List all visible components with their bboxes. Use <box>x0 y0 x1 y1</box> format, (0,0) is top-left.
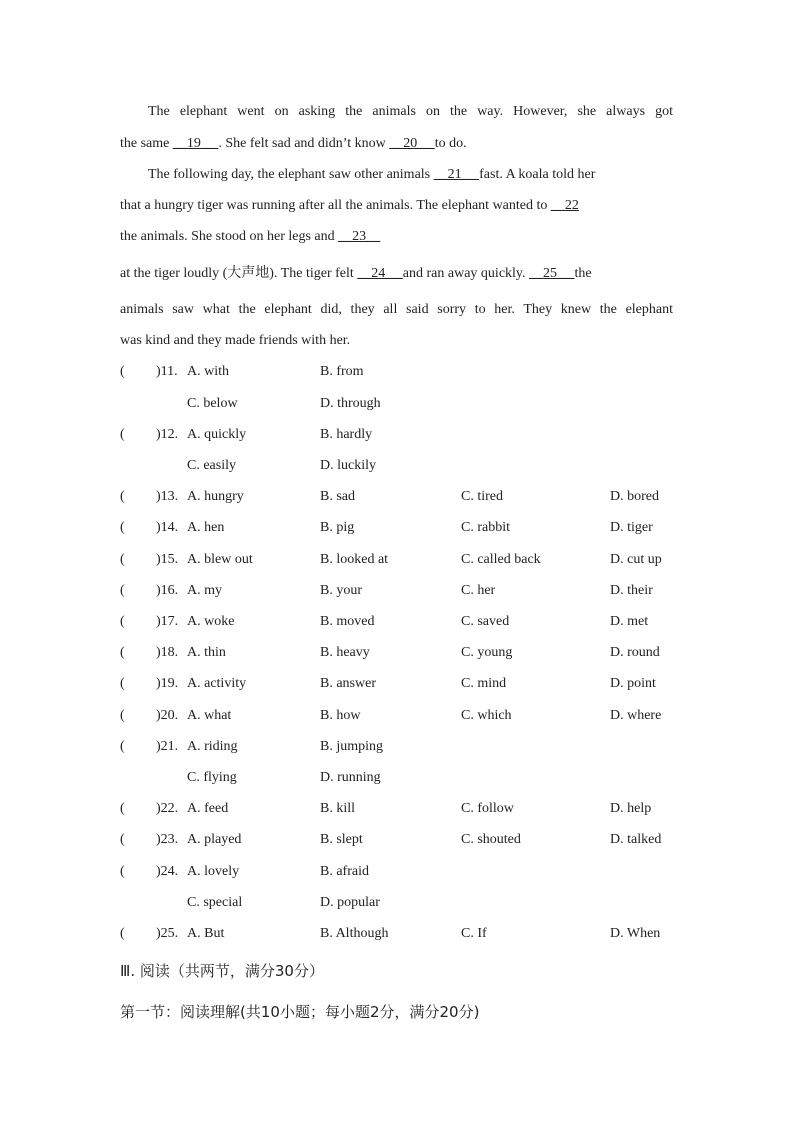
blank-19: __19__ <box>172 136 219 151</box>
option-d: D. round <box>610 645 660 660</box>
option-b: B. kill <box>320 801 356 816</box>
passage-line-4: that a hungry tiger was running after all the animals. The elephant wanted to __22 <box>120 198 579 213</box>
option-c: C. special <box>187 895 243 910</box>
option-c: C. tired <box>461 489 503 504</box>
option-c: C. called back <box>461 552 541 567</box>
option-b: B. moved <box>320 614 375 629</box>
question-18 <box>120 644 680 662</box>
option-c: C. below <box>187 396 238 411</box>
option-d: D. popular <box>320 895 380 910</box>
passage-line-2: the same __19__ . She felt sad and didn’t know __20__ to do. <box>120 136 467 151</box>
passage-line-5: the animals. She stood on her legs and __23__ <box>120 229 381 244</box>
option-b: B. your <box>320 583 362 598</box>
option-c: C. saved <box>461 614 510 629</box>
option-b: B. Although <box>320 926 389 941</box>
question-12-row-2 <box>120 457 680 475</box>
answer-paren[interactable]: ( <box>120 520 125 535</box>
passage-line-6: at the tiger loudly (大声地). The tiger felt __24__ and ran away quickly. __25__ the <box>120 266 592 281</box>
question-number: )18. <box>156 645 179 660</box>
question-number: )14. <box>156 520 179 535</box>
option-d: D. where <box>610 708 662 723</box>
question-number: )11. <box>156 364 178 379</box>
answer-paren[interactable]: ( <box>120 926 125 941</box>
question-number: )17. <box>156 614 179 629</box>
question-number: )13. <box>156 489 179 504</box>
option-b: B. jumping <box>320 739 384 754</box>
option-d: D. help <box>610 801 652 816</box>
option-d: D. met <box>610 614 649 629</box>
answer-paren[interactable]: ( <box>120 708 125 723</box>
answer-paren[interactable]: ( <box>120 489 125 504</box>
blank-20: __20__ <box>389 136 435 151</box>
answer-paren[interactable]: ( <box>120 364 125 379</box>
option-b: B. how <box>320 708 361 723</box>
blank-22: __22 <box>550 198 579 213</box>
option-d: D. talked <box>610 832 662 847</box>
question-number: )25. <box>156 926 179 941</box>
option-a: A. thin <box>187 645 226 660</box>
option-b: B. answer <box>320 676 376 691</box>
option-c: C. which <box>461 708 512 723</box>
question-21-row-2 <box>120 769 680 787</box>
blank-25: __25__ <box>529 266 575 281</box>
option-d: D. bored <box>610 489 659 504</box>
option-d: D. tiger <box>610 520 653 535</box>
option-a: A. quickly <box>187 427 247 442</box>
option-b: B. looked at <box>320 552 389 567</box>
option-d: D. running <box>320 770 381 785</box>
answer-paren[interactable]: ( <box>120 583 125 598</box>
option-b: B. hardly <box>320 427 373 442</box>
answer-paren[interactable]: ( <box>120 739 125 754</box>
question-24 <box>120 863 680 881</box>
option-d: D. luckily <box>320 458 376 473</box>
question-number: )19. <box>156 676 179 691</box>
question-23 <box>120 831 680 849</box>
question-number: )21. <box>156 739 179 754</box>
question-24-row-2 <box>120 894 680 912</box>
answer-paren[interactable]: ( <box>120 801 125 816</box>
option-d: D. cut up <box>610 552 662 567</box>
passage-line-8: was kind and they made friends with her. <box>120 333 351 348</box>
answer-paren[interactable]: ( <box>120 864 125 879</box>
option-b: B. slept <box>320 832 363 847</box>
passage-line-7: animals saw what the elephant did, they all said sorry to her. They knew the elephant <box>120 302 673 317</box>
question-number: )24. <box>156 864 179 879</box>
blank-21: __21__ <box>433 167 480 182</box>
question-13 <box>120 488 680 506</box>
option-c: C. young <box>461 645 513 660</box>
question-14 <box>120 519 680 537</box>
option-c: C. shouted <box>461 832 521 847</box>
answer-paren[interactable]: ( <box>120 645 125 660</box>
option-a: A. played <box>187 832 242 847</box>
blank-24: __24__ <box>357 266 403 281</box>
question-17 <box>120 613 680 631</box>
option-b: B. sad <box>320 489 355 504</box>
question-22 <box>120 800 680 818</box>
option-c: C. If <box>461 926 487 941</box>
option-a: A. blew out <box>187 552 253 567</box>
question-number: )20. <box>156 708 179 723</box>
question-25 <box>120 925 680 943</box>
question-number: )15. <box>156 552 179 567</box>
option-a: A. with <box>187 364 229 379</box>
option-a: A. my <box>187 583 222 598</box>
option-b: B. afraid <box>320 864 369 879</box>
question-number: )23. <box>156 832 179 847</box>
option-d: D. their <box>610 583 653 598</box>
answer-paren[interactable]: ( <box>120 552 125 567</box>
answer-paren[interactable]: ( <box>120 832 125 847</box>
option-d: D. through <box>320 396 381 411</box>
blank-23: __23__ <box>338 229 381 244</box>
option-a: A. But <box>187 926 225 941</box>
option-a: A. feed <box>187 801 229 816</box>
option-a: A. riding <box>187 739 238 754</box>
question-number: )16. <box>156 583 179 598</box>
answer-paren[interactable]: ( <box>120 427 125 442</box>
option-c: C. mind <box>461 676 507 691</box>
question-15 <box>120 551 680 569</box>
option-c: C. rabbit <box>461 520 510 535</box>
option-a: A. activity <box>187 676 247 691</box>
passage-line-3: The following day, the elephant saw other animals __21__ fast. A koala told her <box>148 167 596 182</box>
passage-line-1: The elephant went on asking the animals on the way. However, she always got <box>148 104 673 119</box>
option-a: A. lovely <box>187 864 240 879</box>
option-a: A. what <box>187 708 232 723</box>
question-21 <box>120 738 680 756</box>
option-c: C. flying <box>187 770 237 785</box>
option-c: C. her <box>461 583 496 598</box>
option-a: A. hungry <box>187 489 244 504</box>
option-d: D. When <box>610 926 661 941</box>
option-d: D. point <box>610 676 656 691</box>
question-12 <box>120 426 680 444</box>
question-11 <box>120 363 680 381</box>
option-b: B. pig <box>320 520 355 535</box>
option-a: A. woke <box>187 614 235 629</box>
question-number: )12. <box>156 427 179 442</box>
answer-paren[interactable]: ( <box>120 614 125 629</box>
option-a: A. hen <box>187 520 225 535</box>
question-11-row-2 <box>120 395 680 413</box>
question-19 <box>120 675 680 693</box>
part-heading-comprehension: 第一节：阅读理解(共10小题；每小题2分，满分20分) <box>120 1003 480 1021</box>
option-b: B. from <box>320 364 364 379</box>
option-b: B. heavy <box>320 645 370 660</box>
question-16 <box>120 582 680 600</box>
option-c: C. follow <box>461 801 514 816</box>
section-heading-reading: Ⅲ. 阅读（共两节，满分30分） <box>120 962 324 980</box>
question-20 <box>120 707 680 725</box>
question-number: )22. <box>156 801 179 816</box>
option-c: C. easily <box>187 458 236 473</box>
answer-paren[interactable]: ( <box>120 676 125 691</box>
